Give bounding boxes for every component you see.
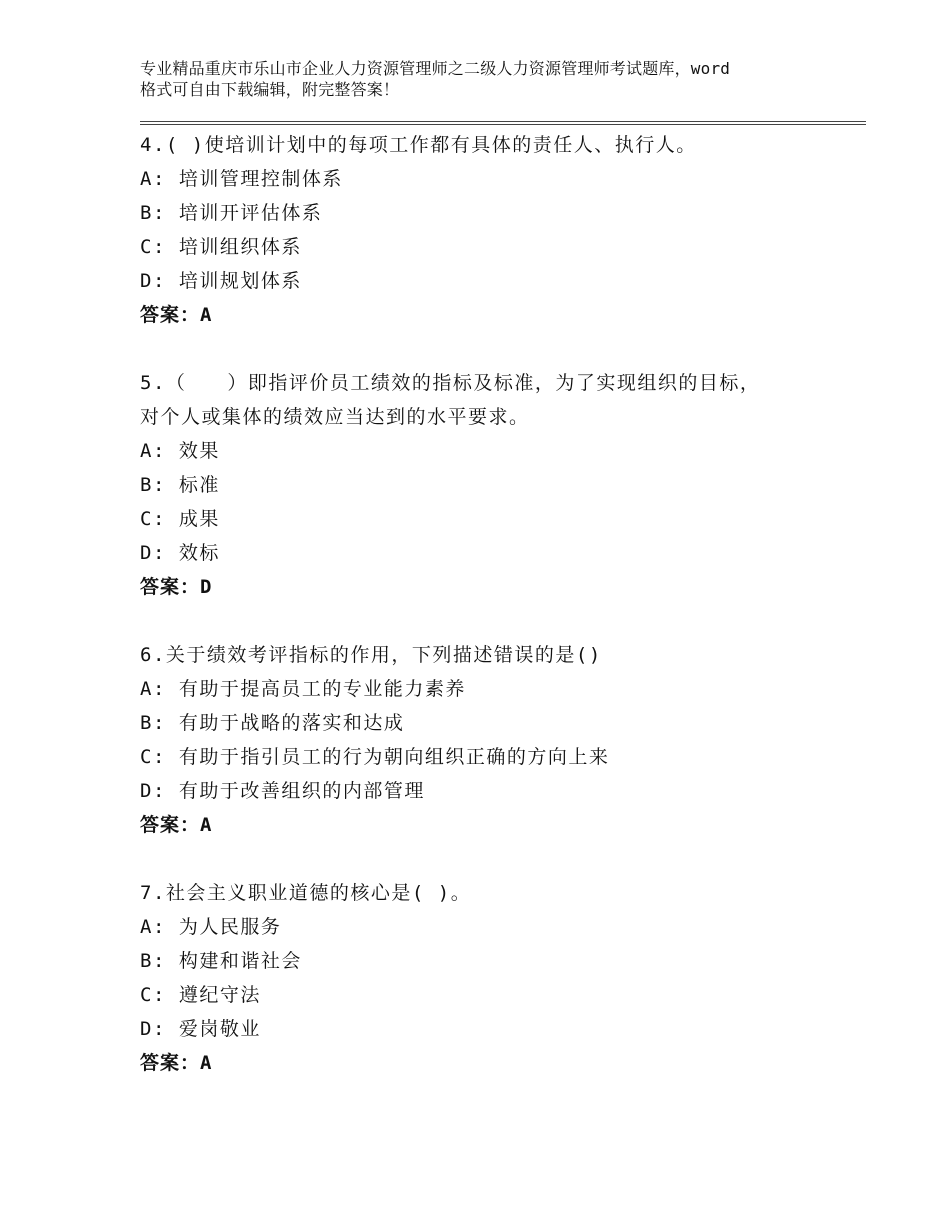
option-d: D: 爱岗敬业	[140, 1018, 261, 1040]
option-c: C: 成果	[140, 508, 220, 530]
option-c: C: 培训组织体系	[140, 236, 302, 258]
question-stem: 4.( )使培训计划中的每项工作都有具体的责任人、执行人。	[140, 134, 697, 156]
question-stem-continued: 对个人或集体的绩效应当达到的水平要求。	[140, 406, 530, 428]
document-header	[140, 58, 830, 100]
question-stem: 5.（ ）即指评价员工绩效的指标及标准，为了实现组织的目标，	[140, 372, 761, 394]
question-stem: 7.社会主义职业道德的核心是( )。	[140, 882, 472, 904]
answer-label: 答案：A	[140, 814, 213, 836]
option-b: B: 培训开评估体系	[140, 202, 323, 224]
question-7	[140, 876, 840, 1080]
header-line-2: 格式可自由下载编辑，附完整答案！	[140, 80, 400, 99]
option-b: B: 构建和谐社会	[140, 950, 302, 972]
header-divider-bottom	[140, 124, 866, 125]
option-b: B: 有助于战略的落实和达成	[140, 712, 405, 734]
option-d: D: 有助于改善组织的内部管理	[140, 780, 425, 802]
header-divider-top	[140, 121, 866, 122]
option-d: D: 培训规划体系	[140, 270, 302, 292]
option-d: D: 效标	[140, 542, 220, 564]
answer-label: 答案：A	[140, 1052, 213, 1074]
option-a: A: 有助于提高员工的专业能力素养	[140, 678, 466, 700]
question-list	[140, 128, 840, 1114]
question-stem: 6.关于绩效考评指标的作用，下列描述错误的是()	[140, 644, 602, 666]
option-a: A: 为人民服务	[140, 916, 282, 938]
option-b: B: 标准	[140, 474, 220, 496]
question-6	[140, 638, 840, 842]
answer-label: 答案：A	[140, 304, 213, 326]
answer-label: 答案：D	[140, 576, 213, 598]
option-c: C: 遵纪守法	[140, 984, 261, 1006]
question-4	[140, 128, 840, 332]
option-a: A: 培训管理控制体系	[140, 168, 343, 190]
question-5	[140, 366, 840, 604]
option-a: A: 效果	[140, 440, 220, 462]
option-c: C: 有助于指引员工的行为朝向组织正确的方向上来	[140, 746, 610, 768]
header-line-1: 专业精品重庆市乐山市企业人力资源管理师之二级人力资源管理师考试题库，word	[140, 59, 731, 78]
